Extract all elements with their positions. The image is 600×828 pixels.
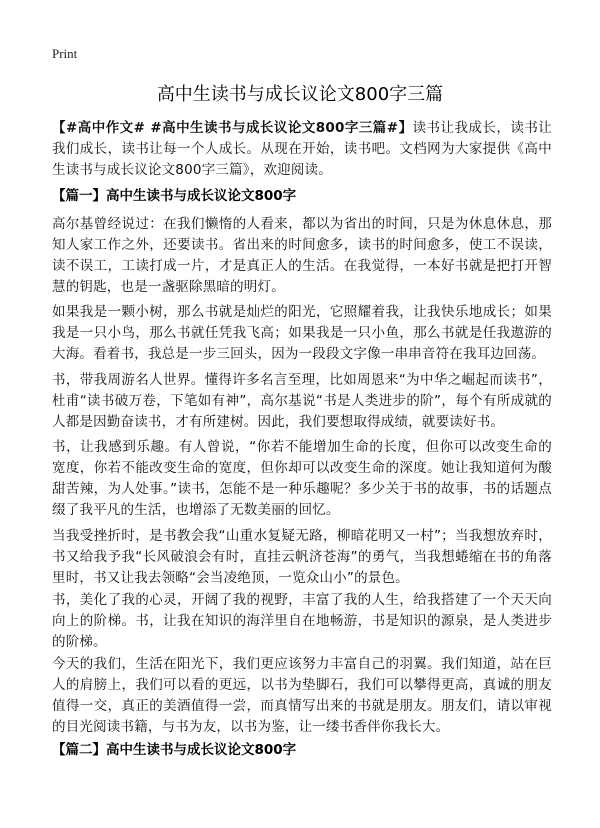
- paragraph-6: 书，美化了我的心灵，开阔了我的视野，丰富了我的人生，给我搭建了一个天天向向上的阶梯。书，让我在知识的海洋里自在地畅游，书是知识的源泉，是人类进步的阶梯。: [52, 592, 552, 650]
- section-1-heading: 【篇一】高中生读书与成长议论文800字: [52, 188, 297, 204]
- intro-text: 读书让我成长，读书让我们成长，读书让每一个人成长。从现在开始，读书吧。文档网为大家提供《高中生读书与成长议论文800字三篇》，欢迎阅读。: [52, 120, 552, 178]
- paragraph-4: 书，让我感到乐趣。有人曾说，“你若不能增加生命的长度，但你可以改变生命的宽度，你若不能改变生命的宽度，但你却可以改变生命的深度。她让我知道何为酸甜苦辣，为人处事。”读书，怎能不是一种乐趣呢？多少关于书的故事，书的话题点缀了我平凡的生活，也增添了无数美丽的回忆。: [52, 439, 552, 518]
- intro-tag: 【#高中作文# #高中生读书与成长议论文800字三篇#】: [52, 120, 413, 136]
- paragraph-7: 今天的我们，生活在阳光下，我们更应该努力丰富自己的羽翼。我们知道，站在巨人的肩膀上，我们可以看的更远，以书为垫脚石，我们可以攀得更高，真诚的朋友值得一交，真正的美酒值得一尝，而真情写出来的书就是朋友。朋友们，请以审视的目光阅读书籍，与书为友，以书为鉴，让一缕书香伴你我长大。: [52, 656, 552, 735]
- document-title: 高中生读书与成长议论文800字三篇: [156, 84, 444, 105]
- paragraph-5: 当我受挫折时，是书教会我“山重水复疑无路，柳暗花明又一村”；当我想放弃时，书又给我予我“长风破浪会有时，直挂云帆济苍海”的勇气，当我想蜷缩在书的角落里时，书又让我去领略“会当凌绝顶，一览众山小”的景色。: [52, 528, 552, 586]
- section-2-heading: 【篇二】高中生读书与成长议论文800字: [52, 742, 297, 758]
- paragraph-3: 书，带我周游名人世界。懂得许多名言至理，比如周恩来“为中华之崛起而读书”，杜甫“读书破万卷，下笔如有神”，高尔基说“书是人类进步的阶”，每个有所成就的人都是因勤奋读书，才有所建树。因此，我们要想取得成绩，就要读好书。: [52, 372, 552, 430]
- print-label: Print: [52, 46, 78, 61]
- intro-paragraph: [52, 118, 552, 181]
- paragraph-2: 如果我是一颗小树，那么书就是灿烂的阳光，它照耀着我，让我快乐地成长；如果我是一只小鸟，那么书就任凭我飞高；如果我是一只小鱼，那么书就是任我遨游的大海。看着书，我总是一步三回头，因为一段段文字像一串串音符在我耳边回荡。: [52, 304, 552, 362]
- paragraph-1: 高尔基曾经说过：在我们懒惰的人看来，都以为省出的时间，只是为休息休息，那知人家工作之外，还要读书。省出来的时间愈多，读书的时间愈多，使工不误读，读不误工，工读打成一片，才是真正人的生活。在我觉得，一本好书就是把打开智慧的钥匙，也是一盏驱除黑暗的明灯。: [52, 216, 552, 295]
